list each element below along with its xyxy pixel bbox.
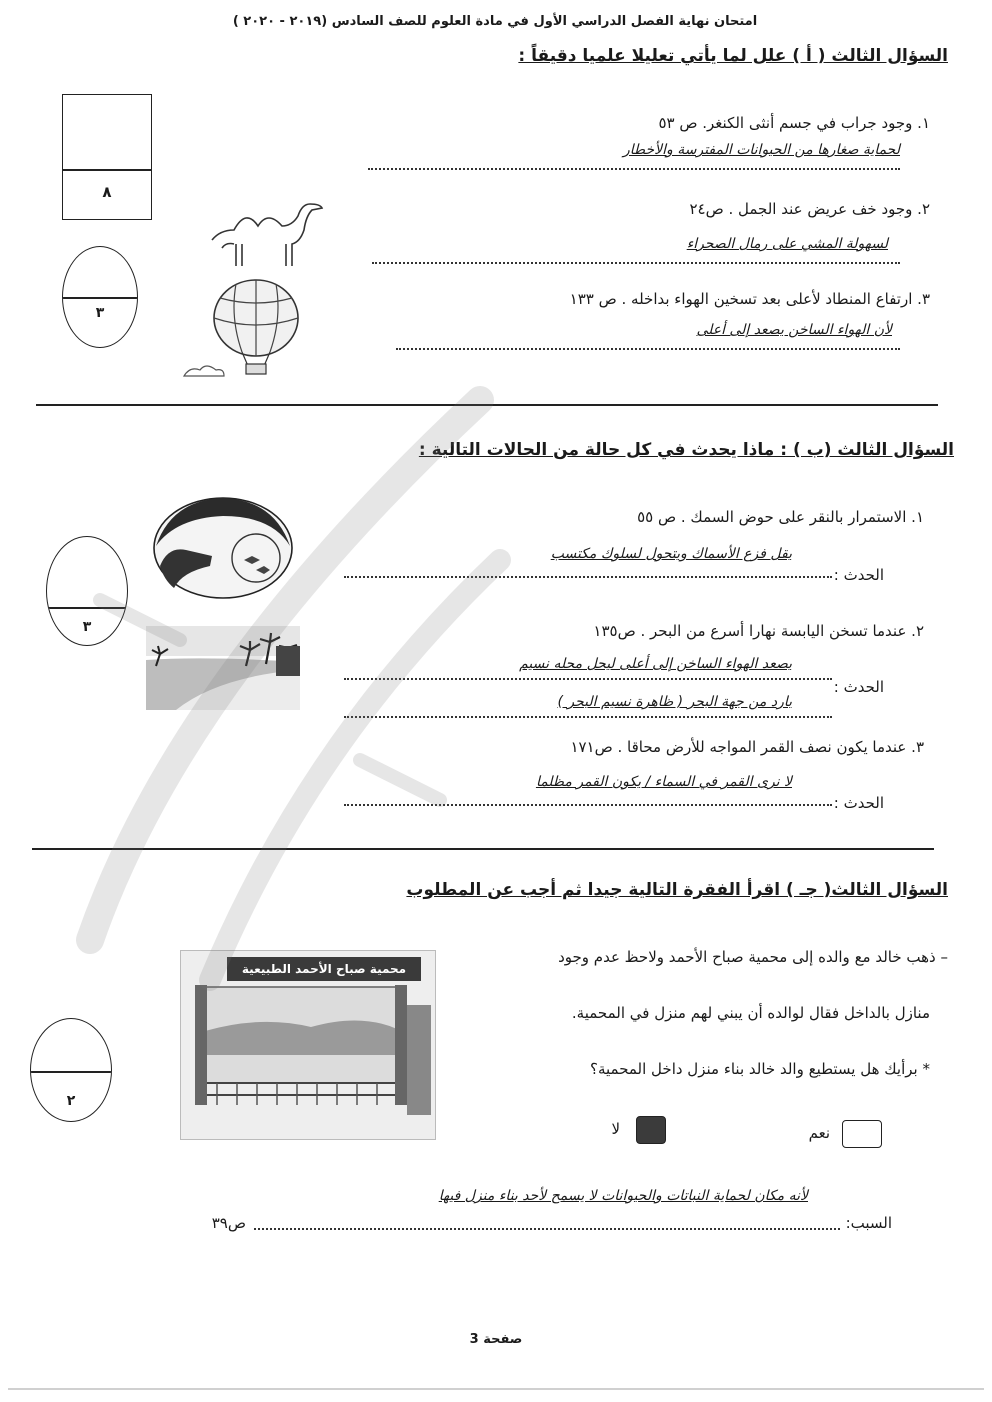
grade-box bbox=[62, 94, 152, 220]
section-b-title: السؤال الثالث (ب ) : ماذا يحدث في كل حالة من الحالات التالية : bbox=[418, 440, 954, 460]
gate-drawing bbox=[181, 985, 435, 1139]
grade-oval-c bbox=[30, 1018, 112, 1122]
watermark bbox=[60, 380, 520, 1000]
answer-b2: يصعد الهواء الساخن إلى أعلى ليحل محله نسيم bbox=[519, 656, 792, 672]
section-c-title: السؤال الثالث( جـ ) اقرأ الفقرة التالية جيدا ثم أجب عن المطلوب bbox=[406, 880, 948, 900]
event-label-b2: الحدث : bbox=[833, 678, 884, 696]
reason-page: ص٣٩ bbox=[211, 1214, 246, 1232]
answer-b3: لا نرى القمر في السماء / يكون القمر مظلما bbox=[535, 774, 792, 790]
question-a2: ٢. وجود خف عريض عند الجمل . ص٢٤ bbox=[689, 200, 930, 218]
answer-b2-continued: بارد من جهة البحر ( ظاهرة نسيم البحر ) bbox=[557, 694, 792, 710]
paragraph-line-2: منازل بالداخل فقال لوالده أن يبني لهم منزل في المحمية. bbox=[571, 1004, 930, 1022]
event-label-b1: الحدث : bbox=[833, 566, 884, 584]
reason-answer: لأنه مكان لحماية النباتات والحيوانات لا يسمح لأحد بناء منزل فيها bbox=[438, 1188, 808, 1204]
paragraph-line-1: – ذهب خالد مع والده إلى محمية صباح الأحمد ولاحظ عدم وجود bbox=[558, 948, 948, 966]
answer-a1: لحماية صغارها من الحيوانات المفترسة والأخطار bbox=[623, 142, 900, 158]
grade-oval-divider bbox=[63, 297, 137, 299]
grade-oval-b-score: ٣ bbox=[82, 619, 92, 635]
exam-header: امتحان نهاية الفصل الدراسي الأول في مادة العلوم للصف السادس (٢٠١٩ - ٢٠٢٠ ) bbox=[232, 14, 758, 29]
grade-box-divider bbox=[63, 169, 151, 171]
grade-oval-a bbox=[62, 246, 138, 348]
question-b2: ٢. عندما تسخن اليابسة نهارا أسرع من البحر . ص١٣٥ bbox=[593, 622, 924, 640]
grade-oval-a-score: ٣ bbox=[95, 305, 105, 321]
question-a3: ٣. ارتفاع المنطاد لأعلى بعد تسخين الهواء بداخله . ص ١٣٣ bbox=[569, 290, 930, 308]
grade-oval-divider bbox=[31, 1071, 111, 1073]
grade-box-score: ٨ bbox=[102, 183, 112, 201]
section-a-title: السؤال الثالث ( أ ) علل لما يأتي تعليلا علميا دقيقاً : bbox=[518, 46, 948, 66]
camel-illustration bbox=[206, 196, 326, 272]
hot-air-balloon-illustration bbox=[180, 278, 310, 384]
reserve-sign: محمية صباح الأحمد الطبيعية bbox=[227, 957, 421, 981]
page-number: صفحة 3 bbox=[469, 1332, 523, 1347]
scan-edge bbox=[8, 1388, 984, 1390]
reason-label: السبب: bbox=[845, 1214, 892, 1232]
event-label-b3: الحدث : bbox=[833, 794, 884, 812]
yes-checkbox[interactable] bbox=[842, 1120, 882, 1148]
answer-a2: لسهولة المشي على رمال الصحراء bbox=[686, 236, 888, 252]
question-a1: ١. وجود جراب في جسم أنثى الكنغر. ص ٥٣ bbox=[658, 114, 930, 132]
question-b3: ٣. عندما يكون نصف القمر المواجه للأرض محاقا . ص١٧١ bbox=[570, 738, 924, 756]
reserve-question: * برأيك هل يستطيع والد خالد بناء منزل داخل المحمية؟ bbox=[590, 1060, 930, 1078]
answer-line-a3 bbox=[396, 348, 900, 350]
question-b1: ١. الاستمرار بالنقر على حوض السمك . ص ٥٥ bbox=[637, 508, 924, 526]
answer-line-a1 bbox=[368, 168, 900, 170]
grade-oval-c-score: ٢ bbox=[66, 1093, 76, 1109]
answer-a3: لأن الهواء الساخن يصعد إلى أعلى bbox=[696, 322, 892, 338]
reason-line bbox=[254, 1228, 840, 1230]
answer-line-a2 bbox=[372, 262, 900, 264]
yes-label: نعم bbox=[808, 1124, 830, 1142]
no-checkbox-checked[interactable] bbox=[636, 1116, 666, 1144]
answer-b1: يقل فزع الأسماك ويتحول لسلوك مكتسب bbox=[550, 546, 792, 562]
no-label: لا bbox=[611, 1120, 620, 1138]
